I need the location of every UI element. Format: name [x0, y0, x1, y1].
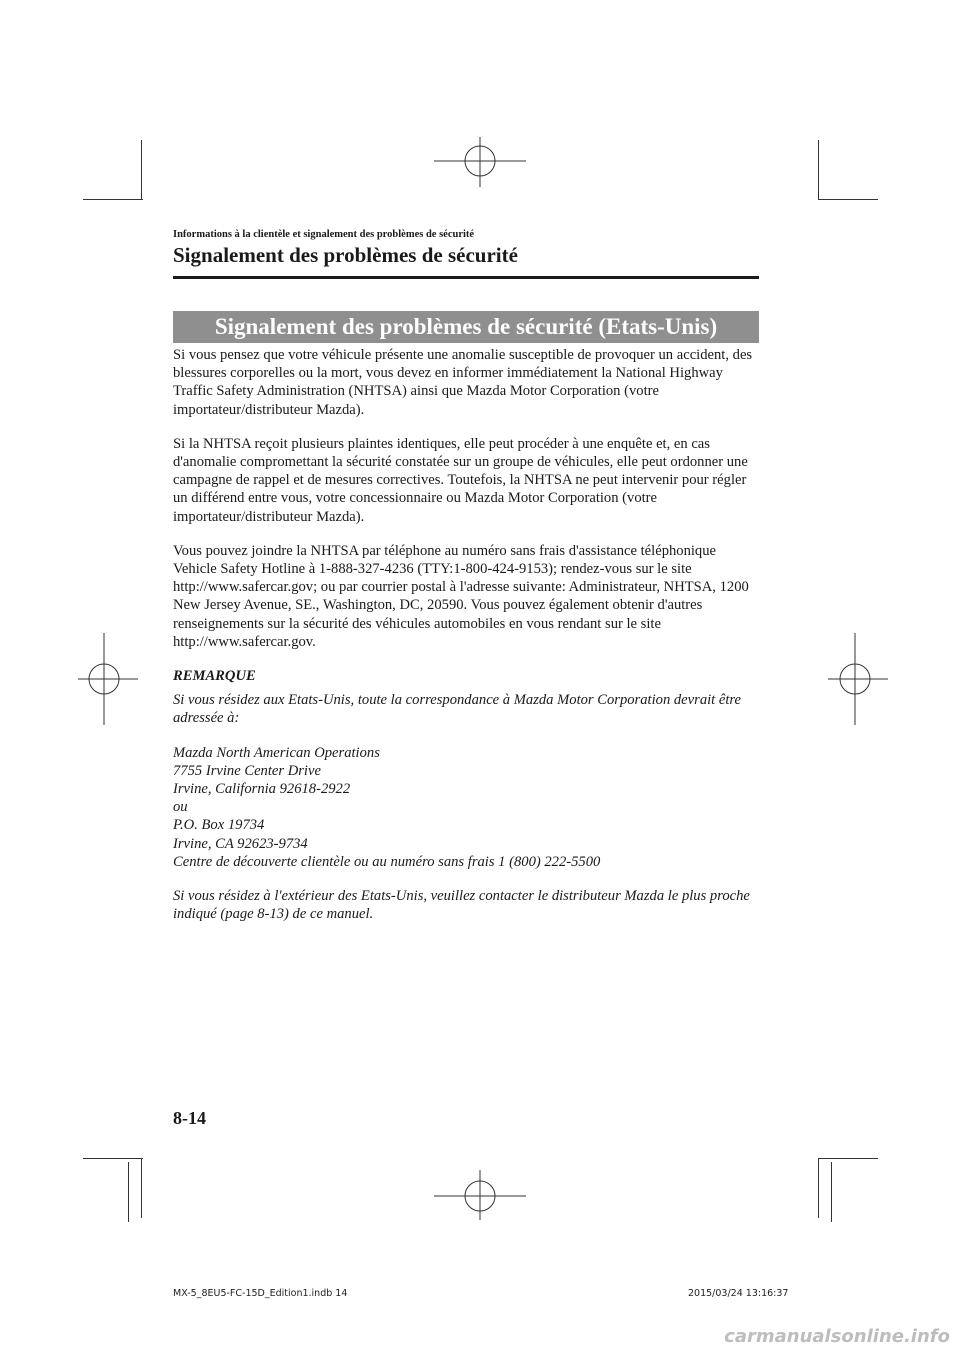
note-intro: Si vous résidez aux Etats-Unis, toute la correspondance à Mazda Motor Corporation devrait être adressée à:: [173, 692, 742, 727]
title-rule: [173, 276, 759, 279]
paragraph: Si vous pensez que votre véhicule présente une anomalie susceptible de provoquer un accident, des blessures corporelles ou la mort, vous devez en informer immédiatement la National Highway Traffic Safety Administration (NHTSA) ainsi que Mazda Motor Corporation (votre importateur/distributeur Mazda).: [173, 347, 753, 418]
registration-mark-top-icon: [434, 137, 526, 187]
page-number: 8-14: [173, 1108, 206, 1128]
note-outro: Si vous résidez à l'extérieur des Etats-Unis, veuillez contacter le distributeur Mazda le plus proche indiqué (page 8-13) de ce manuel.: [173, 888, 750, 923]
address-line: Irvine, CA 92623-9734: [173, 835, 308, 852]
address-line: ou: [173, 799, 188, 816]
article-body: [173, 346, 759, 939]
address-line: P.O. Box 19734: [173, 817, 265, 834]
paragraph: Si la NHTSA reçoit plusieurs plaintes identiques, elle peut procéder à une enquête et, en cas d'anomalie compromettant la sécurité constatée sur un groupe de véhicules, elle peut ordonner une campagne de rappel et de mesures correctives. Toutefois, la NHTSA ne peut intervenir pour régler un différend entre vous, votre concessionnaire ou Mazda Motor Corporation (votre importateur/distributeur Mazda).: [173, 435, 748, 525]
registration-mark-bottom-icon: [434, 1170, 526, 1220]
address-line: Centre de découverte clientèle ou au numéro sans frais 1 (800) 222-5500: [173, 853, 601, 870]
address-line: Irvine, California 92618-2922: [173, 781, 351, 798]
footer-timestamp: 2015/03/24 13:16:37: [688, 1288, 789, 1299]
paragraph: Vous pouvez joindre la NHTSA par téléphone au numéro sans frais d'assistance téléphonique Vehicle Safety Hotline à 1-888-327-4236 (TTY:1-800-424-9153); rendez-vous sur le site http://www.safercar.gov; ou par courrier postal à l'adresse suivante: Administrateur, NHTSA, 1200 New Jersey Avenue, SE., Washington, DC, 20590. Vous pouvez également obtenir d'autres renseignements sur la sécurité des véhicules automobiles en vous rendant sur le site http://www.safercar.gov.: [173, 542, 749, 650]
registration-mark-left-icon: [78, 633, 138, 725]
page-title: Signalement des problèmes de sécurité: [173, 243, 518, 267]
address-line: 7755 Irvine Center Drive: [173, 762, 321, 779]
note-address: [173, 744, 759, 871]
registration-mark-right-icon: [828, 633, 888, 725]
section-banner: Signalement des problèmes de sécurité (Etats-Unis): [173, 311, 759, 343]
section-label: Informations à la clientèle et signalement des problèmes de sécurité: [173, 229, 475, 240]
address-line: Mazda North American Operations: [173, 744, 380, 761]
watermark: carmanualsonline.info: [724, 1326, 950, 1347]
note-label: REMARQUE: [173, 668, 256, 685]
footer-file: MX-5_8EU5-FC-15D_Edition1.indb 14: [173, 1288, 348, 1299]
